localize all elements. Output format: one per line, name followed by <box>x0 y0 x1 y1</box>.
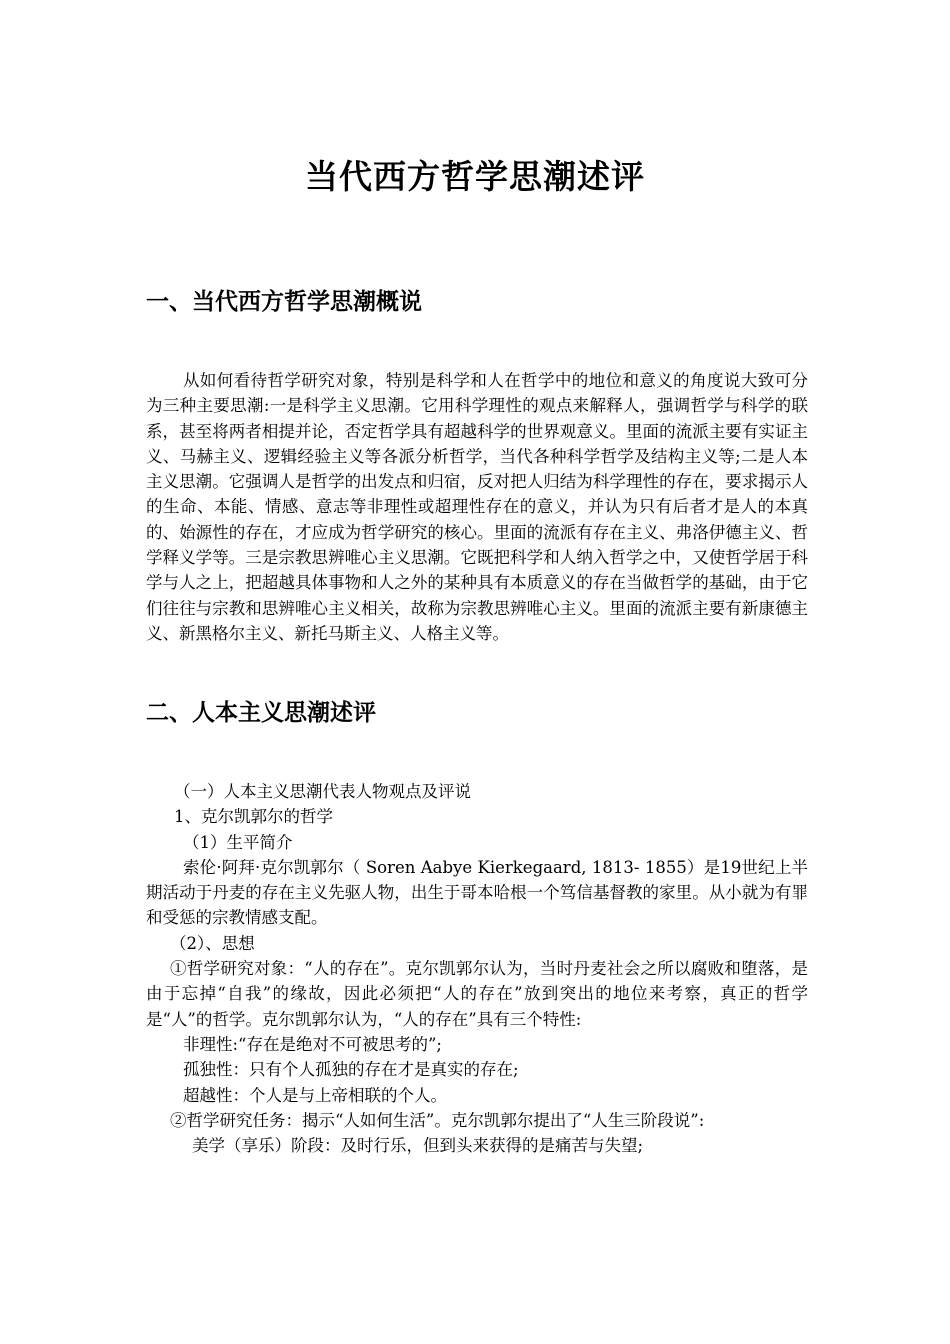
subheading-thought: （2）、思想 <box>170 933 255 953</box>
section-2-body <box>146 779 808 1158</box>
section-heading-1: 一、当代西方哲学思潮概说 <box>146 289 422 315</box>
document-title: 当代西方哲学思潮述评 <box>305 157 645 196</box>
subheading-representatives: （一）人本主义思潮代表人物观点及评说 <box>174 782 471 801</box>
intro-paragraph: 从如何看待哲学研究对象，特别是科学和人在哲学中的地位和意义的角度说大致可分为三种主要思潮:一是科学主义思潮。它用科学理性的观点来解释人，强调哲学与科学的联系，甚至将两者相提并论，否定哲学具有超越科学的世界观意义。里面的流派主要有实证主义、马赫主义、逻辑经验主义等各派分析哲学，当代各种科学哲学及结构主义等;二是人本主义思潮。它强调人是哲学的出发点和归宿，反对把人归结为科学理性的存在，要求揭示人的生命、本能、情感、意志等非理性或超理性存在的意义，并认为只有后者才是人的本真的、始源性的存在，才应成为哲学研究的核心。里面的流派有存在主义、弗洛伊德主义、哲学释义学等。三是宗教思辨唯心主义思潮。它既把科学和人纳入哲学之中，又使哲学居于科学与人之上，把超越具体事物和人之外的某种具有本质意义的存在当做哲学的基础，由于它们往往与宗教和思辨唯心主义相关，故称为宗教思辨唯心主义。里面的流派主要有新康德主义、新黑格尔主义、新托马斯主义、人格主义等。 <box>146 371 808 643</box>
point-research-task: ②哲学研究任务：揭示“人如何生活”。克尔凯郭尔提出了“人生三阶段说”: <box>170 1110 705 1130</box>
stage-aesthetic: 美学（享乐）阶段：及时行乐，但到头来获得的是痛苦与失望; <box>192 1136 644 1156</box>
section-1-body <box>146 368 808 646</box>
trait-transcendence: 超越性：个人是与上帝相联的个人。 <box>183 1085 447 1105</box>
trait-irrationality: 非理性:“存在是绝对不可被思考的”; <box>183 1034 442 1054</box>
section-heading-2: 二、人本主义思潮述评 <box>146 700 376 726</box>
trait-solitude: 孤独性：只有个人孤独的存在才是真实的存在; <box>183 1060 519 1080</box>
point-research-object: ①哲学研究对象：“人的存在”。克尔凯郭尔认为，当时丹麦社会之所以腐败和堕落，是由于忘掉“自我”的缘故，因此必须把“人的存在”放到突出的地位来考察，真正的哲学是“人”的哲学。克尔凯郭尔认为，“人的存在”具有三个特性: <box>146 959 808 1029</box>
subheading-kierkegaard: 1、克尔凯郭尔的哲学 <box>174 807 333 827</box>
biography-paragraph: 索伦·阿拜·克尔凯郭尔（ Soren Aabye Kierkegaard, 1813- 1855）是19世纪上半期活动于丹麦的存在主义先驱人物，出生于哥本哈根一个笃信基督教的家里。从小就为有罪和受惩的宗教情感支配。 <box>146 857 808 928</box>
subheading-biography: （1）生平简介 <box>183 832 293 852</box>
